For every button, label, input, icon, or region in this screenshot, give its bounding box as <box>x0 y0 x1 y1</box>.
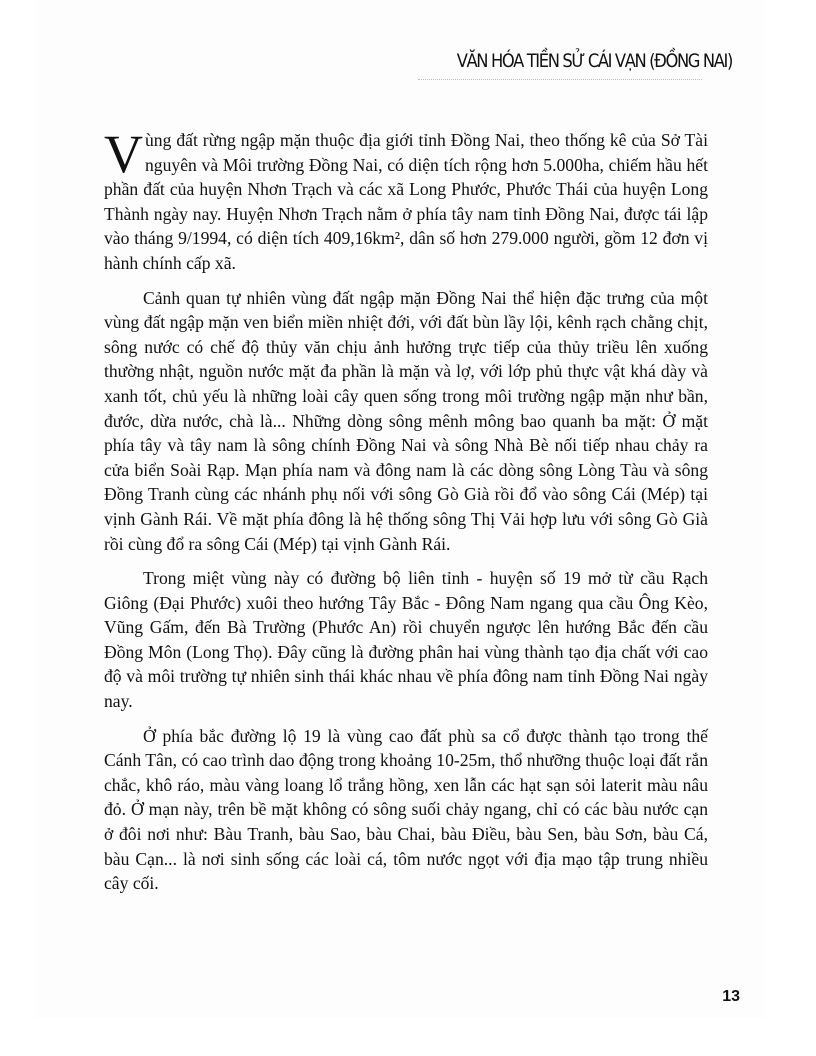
paragraph-text: ùng đất rừng ngập mặn thuộc địa giới tỉnh Đồng Nai, theo thống kê của Sở Tài nguyên và Môi trường Đồng Nai, có diện tích rộng hơn 5.000ha, chiếm hầu hết phần đất của huyện Nhơn Trạch và các xã Long Phước, Phước Thái của huyện Long Thành ngày nay. Huyện Nhơn Trạch nằm ở phía tây nam tỉnh Đồng Nai, được tái lập vào tháng 9/1994, có diện tích 409,16km², dân số hơn 279.000 người, gồm 12 đơn vị hành chính cấp xã. <box>104 130 708 273</box>
paragraph <box>104 124 708 276</box>
paragraph: Cảnh quan tự nhiên vùng đất ngập mặn Đồng Nai thể hiện đặc trưng của một vùng đất ngập mặn ven biển miền nhiệt đới, với đất bùn lầy lội, kênh rạch chằng chịt, sông nước có chế độ thủy văn chịu ảnh hưởng trực tiếp của thủy triều lên xuống thường nhật, nguồn nước mặt đa phần là mặn và lợ, với lớp phủ thực vật khá dày và xanh tốt, chủ yếu là những loài cây quen sống trong môi trường ngập mặn như bần, đước, dừa nước, chà là... Những dòng sông mênh mông bao quanh ba mặt: Ở mặt phía tây và tây nam là sông chính Đồng Nai và sông Nhà Bè nối tiếp nhau chảy ra cửa biển Soài Rạp. Mạn phía nam và đông nam là các dòng sông Lòng Tàu và sông Đồng Tranh cùng các nhánh phụ nối với sông Gò Già rồi đổ vào sông Cái (Mép) tại vịnh Gành Rái. Về mặt phía đông là hệ thống sông Thị Vải hợp lưu với sông Gò Già rồi cùng đổ ra sông Cái (Mép) tại vịnh Gành Rái. <box>104 287 708 554</box>
paragraph: Trong miệt vùng này có đường bộ liên tỉnh - huyện số 19 mở từ cầu Rạch Giông (Đại Phước) xuôi theo hướng Tây Bắc - Đông Nam ngang qua cầu Ông Kèo, Vũng Gấm, đến Bà Trường (Phước An) rồi chuyển ngược lên hướng Bắc đến cầu Đồng Môn (Long Thọ). Đây cũng là đường phân hai vùng thành tạo địa chất với cao độ và môi trường tự nhiên sinh thái khác nhau về phía đông nam tỉnh Đồng Nai ngày nay. <box>104 568 708 712</box>
running-header: VĂN HÓA TIỀN SỬ CÁI VẠN (ĐỒNG NAI) <box>456 50 732 72</box>
body-text <box>104 124 708 906</box>
header-rule <box>418 79 702 80</box>
drop-cap: V <box>104 124 143 184</box>
paragraph: Ở phía bắc đường lộ 19 là vùng cao đất phù sa cổ được thành tạo trong thế Cánh Tân, có cao trình dao động trong khoảng 10-25m, thổ nhưỡng thuộc loại đất rắn chắc, khô ráo, màu vàng loang lổ trắng hồng, xen lẫn các hạt sạn sỏi laterit màu nâu đỏ. Ở mạn này, trên bề mặt không có sông suối chảy ngang, chỉ có các bàu nước cạn ở đôi nơi như: Bàu Tranh, bàu Sao, bàu Chai, bàu Điều, bàu Sen, bàu Sơn, bàu Cá, bàu Cạn... là nơi sinh sống các loài cá, tôm nước ngọt với địa mạo tập trung nhiều cây cối. <box>104 725 708 894</box>
page-number: 13 <box>722 988 740 1005</box>
